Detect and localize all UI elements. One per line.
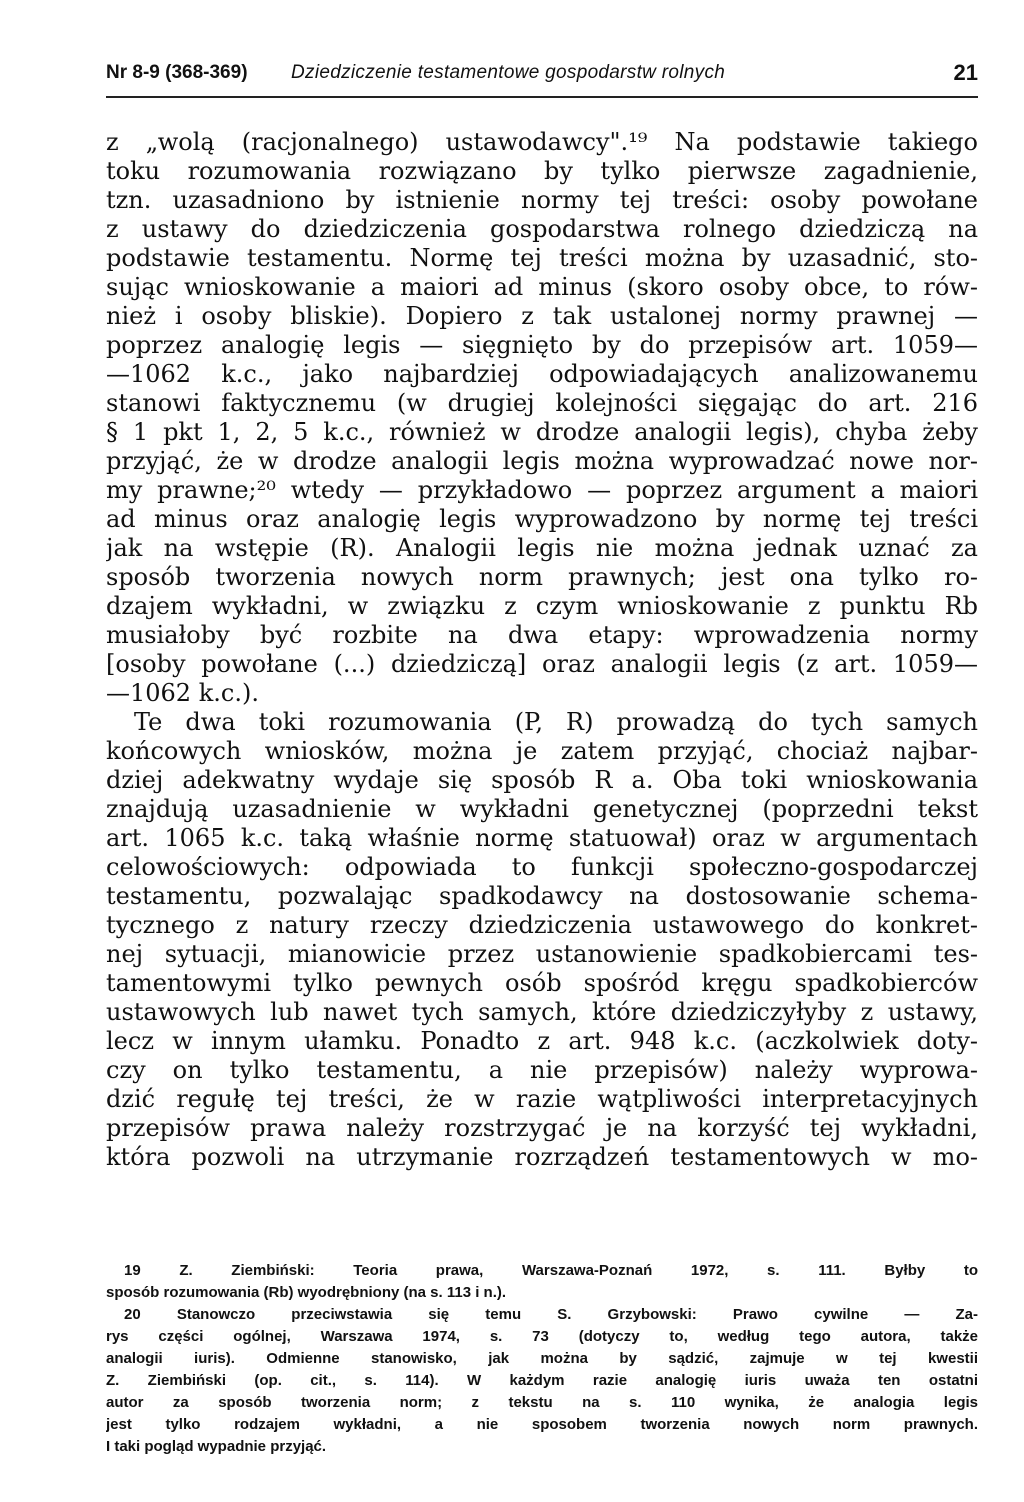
text-line: —1062 k.c.). (106, 679, 259, 707)
footnote-line: I taki pogląd wypadnie przyjąć. (106, 1438, 327, 1455)
main-text (106, 128, 978, 1172)
text-line: czy on tylko testamentu, a nie przepisów) należy wyprowa- (106, 1056, 978, 1084)
text-line: która pozwoli na utrzymanie rozrządzeń testamentowych w mo- (106, 1143, 978, 1171)
running-header (106, 58, 978, 88)
footnote-line: analogii iuris). Odmienne stanowisko, jak można by sądzić, zajmuje w tej kwestii (106, 1350, 978, 1367)
footnote-line: 19 Z. Ziembiński: Teoria prawa, Warszawa-Poznań 1972, s. 111. Byłby to (124, 1262, 978, 1279)
text-line: my prawne;²⁰ wtedy — przykładowo — poprzez argument a maiori (106, 476, 978, 504)
issue-number: Nr 8-9 (368-369) (106, 62, 248, 83)
text-line: stanowi faktycznemu (w drugiej kolejności sięgając do art. 216 (106, 389, 978, 417)
text-line: [osoby powołane (...) dziedziczą] oraz analogii legis (z art. 1059— (106, 650, 978, 678)
text-line: musiałoby być rozbite na dwa etapy: wprowadzenia normy (106, 621, 978, 649)
text-line: —1062 k.c., jako najbardziej odpowiadających analizowanemu (106, 360, 978, 388)
text-line: dziej adekwatny wydaje się sposób R a. Oba toki wnioskowania (106, 766, 978, 794)
text-line: poprzez analogię legis — sięgnięto by do przepisów art. 1059— (106, 331, 978, 359)
text-line: lecz w innym ułamku. Ponadto z art. 948 k.c. (aczkolwiek doty- (106, 1027, 978, 1055)
text-line: dzajem wykładni, w związku z czym wnioskowanie z punktu Rb (106, 592, 978, 620)
text-line: tamentowymi tylko pewnych osób spośród kręgu spadkobierców (106, 969, 978, 997)
text-line: tzn. uzasadniono by istnienie normy tej treści: osoby powołane (106, 186, 978, 214)
footnote-line: Z. Ziembiński (op. cit., s. 114). W każdym razie analogię iuris uważa ten ostatni (106, 1372, 978, 1389)
text-line: art. 1065 k.c. taką właśnie normę statuował) oraz w argumentach (106, 824, 978, 852)
text-line: końcowych wniosków, można je zatem przyjąć, chociaż najbar- (106, 737, 978, 765)
running-title: Dziedziczenie testamentowe gospodarstw rolnych (291, 62, 726, 83)
text-line: sposób tworzenia nowych norm prawnych; jest ona tylko ro- (106, 563, 978, 591)
footnote-line: jest tylko rodzajem wykładni, a nie sposobem tworzenia nowych norm prawnych. (106, 1416, 978, 1433)
text-line: nej sytuacji, mianowicie przez ustanowienie spadkobiercami tes- (106, 940, 978, 968)
footnote-line: autor za sposób tworzenia norm; z tekstu na s. 110 wynika, że analogia legis (106, 1394, 978, 1411)
header-rule (106, 96, 978, 98)
text-line: przepisów prawa należy rozstrzygać je na korzyść tej wykładni, (106, 1114, 978, 1142)
text-line: § 1 pkt 1, 2, 5 k.c., również w drodze analogii legis), chyba żeby (106, 418, 978, 446)
footnotes (106, 1260, 978, 1458)
text-line: dzić regułę tej treści, że w razie wątpliwości interpretacyjnych (106, 1085, 978, 1113)
text-line: celowościowych: odpowiada to funkcji społeczno-gospodarczej (106, 853, 978, 881)
footnote-line: rys części ogólnej, Warszawa 1974, s. 73 (dotyczy to, według tego autora, także (106, 1328, 978, 1345)
text-line: z „wolą (racjonalnego) ustawodawcy".¹⁹ Na podstawie takiego (106, 128, 978, 156)
text-line: przyjąć, że w drodze analogii legis można wyprowadzać nowe nor- (106, 447, 978, 475)
text-line: tycznego z natury rzeczy dziedziczenia ustawowego do konkret- (106, 911, 978, 939)
text-line: Te dwa toki rozumowania (P, R) prowadzą do tych samych (134, 708, 978, 736)
text-line: znajdują uzasadnienie w wykładni genetycznej (poprzedni tekst (106, 795, 978, 823)
footnote-line: 20 Stanowczo przeciwstawia się temu S. Grzybowski: Prawo cywilne — Za- (124, 1306, 978, 1323)
text-line: testamentu, pozwalając spadkodawcy na dostosowanie schema- (106, 882, 978, 910)
text-line: ad minus oraz analogię legis wyprowadzono by normę tej treści (106, 505, 978, 533)
text-line: podstawie testamentu. Normę tej treści można by uzasadnić, sto- (106, 244, 978, 272)
text-line: sując wnioskowanie a maiori ad minus (skoro osoby obce, to rów- (106, 273, 978, 301)
text-line: z ustawy do dziedziczenia gospodarstwa rolnego dziedziczą na (106, 215, 978, 243)
text-line: jak na wstępie (R). Analogii legis nie można jednak uznać za (106, 534, 978, 562)
footnote-line: sposób rozumowania (Rb) wyodrębniony (na s. 113 i n.). (106, 1284, 507, 1301)
text-line: toku rozumowania rozwiązano by tylko pierwsze zagadnienie, (106, 157, 978, 185)
text-line: ustawowych lub nawet tych samych, które dziedziczyłyby z ustawy, (106, 998, 978, 1026)
page-number: 21 (953, 60, 978, 85)
text-line: nież i osoby bliskie). Dopiero z tak ustalonej normy prawnej — (106, 302, 978, 330)
